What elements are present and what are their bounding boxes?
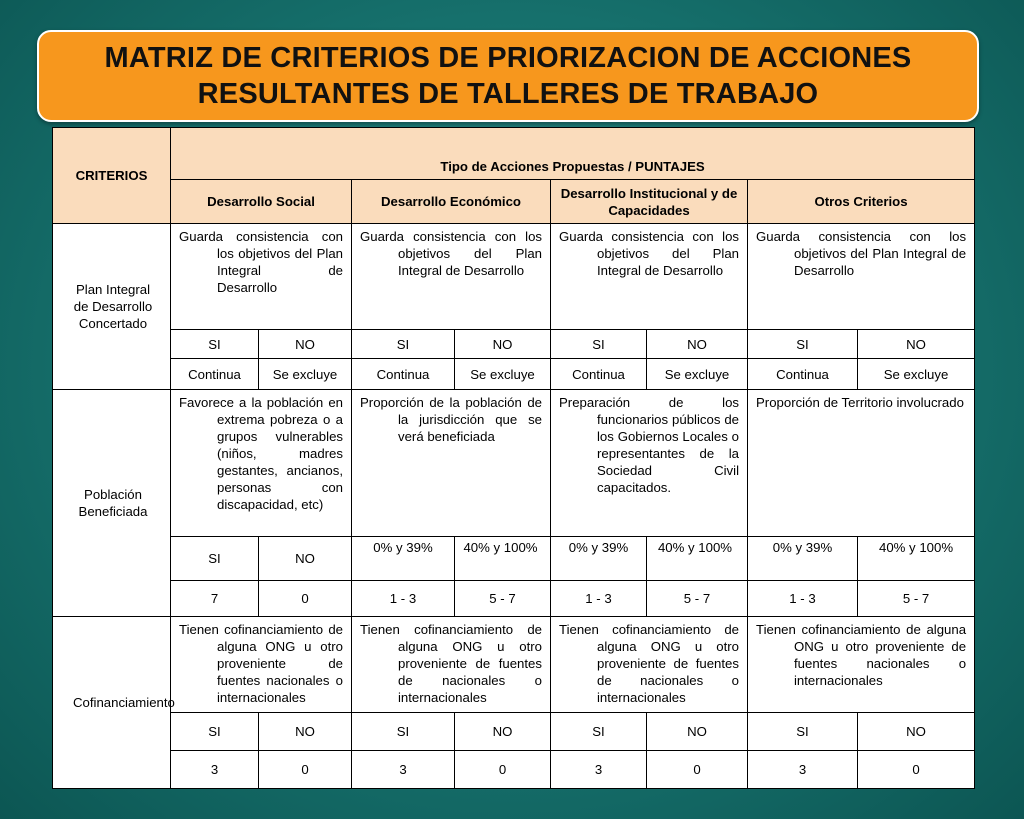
cofin-desc-social-text: Tienen cofinanciamiento de alguna ONG u otro proveniente de fuentes nacionales o internacionales — [179, 622, 343, 705]
cofin-score-si-otros: 3 — [748, 751, 858, 789]
plan-description-row — [53, 224, 975, 330]
cofin-no-otros: NO — [858, 713, 975, 751]
poblacion-no-social: NO — [259, 537, 352, 581]
cofin-desc-institucional — [551, 617, 748, 713]
poblacion-range-low-economico: 0% y 39% — [352, 537, 455, 581]
poblacion-range-low-institucional: 0% y 39% — [551, 537, 647, 581]
plan-desc-institucional-text: Guarda consistencia con los objetivos del Plan Integral de Desarrollo — [559, 229, 739, 278]
criterion-cofinanciamiento-label: Cofinanciamiento — [73, 695, 175, 710]
criterion-poblacion — [53, 390, 171, 617]
plan-desc-institucional — [551, 224, 748, 330]
poblacion-desc-institucional — [551, 390, 748, 537]
cofin-si-no-row — [53, 713, 975, 751]
plan-desc-otros — [748, 224, 975, 330]
poblacion-range-high-otros: 40% y 100% — [858, 537, 975, 581]
plan-no-otros: NO — [858, 330, 975, 359]
cofin-score-no-institucional: 0 — [647, 751, 748, 789]
poblacion-description-row — [53, 390, 975, 537]
cofin-desc-economico — [352, 617, 551, 713]
cofin-score-no-otros: 0 — [858, 751, 975, 789]
cofin-si-institucional: SI — [551, 713, 647, 751]
plan-si-no-row — [53, 330, 975, 359]
plan-desc-economico — [352, 224, 551, 330]
poblacion-range-low-otros: 0% y 39% — [748, 537, 858, 581]
header-row-2 — [53, 180, 975, 224]
poblacion-desc-economico — [352, 390, 551, 537]
title-line-2: RESULTANTES DE TALLERES DE TRABAJO — [197, 78, 819, 110]
criteria-matrix-table — [52, 127, 975, 789]
poblacion-range-row — [53, 537, 975, 581]
poblacion-range-high-economico — [455, 537, 551, 581]
header-otros-criterios: Otros Criterios — [748, 180, 975, 224]
plan-desc-social-text: Guarda consistencia con los objetivos del Plan Integral de Desarrollo — [179, 229, 343, 295]
poblacion-score-high-otros: 5 - 7 — [858, 581, 975, 617]
poblacion-range-high-economico-text: 40% y 100% — [463, 540, 538, 555]
header-tipo-acciones: Tipo de Acciones Propuestas / PUNTAJES — [171, 128, 975, 180]
cofin-si-economico: SI — [352, 713, 455, 751]
cofin-desc-otros-text: Tienen cofinanciamiento de alguna ONG u otro proveniente de fuentes nacionales o internacionales — [756, 622, 967, 688]
criterion-plan-integral — [53, 224, 171, 390]
plan-excluye-otros: Se excluye — [858, 359, 975, 390]
poblacion-score-low-economico: 1 - 3 — [352, 581, 455, 617]
poblacion-score-high-economico: 5 - 7 — [455, 581, 551, 617]
poblacion-score-high-institucional: 5 - 7 — [647, 581, 748, 617]
poblacion-si-social: SI — [171, 537, 259, 581]
cofin-si-social: SI — [171, 713, 259, 751]
plan-si-social: SI — [171, 330, 259, 359]
poblacion-score-low-otros: 1 - 3 — [748, 581, 858, 617]
cofin-no-institucional: NO — [647, 713, 748, 751]
poblacion-score-low-institucional: 1 - 3 — [551, 581, 647, 617]
cofin-no-social: NO — [259, 713, 352, 751]
plan-no-economico: NO — [455, 330, 551, 359]
header-criterios: CRITERIOS — [53, 128, 171, 224]
cofin-description-row — [53, 617, 975, 713]
criterion-plan-integral-label: Plan Integral de Desarrollo Concertado — [73, 282, 153, 331]
poblacion-desc-otros — [748, 390, 975, 537]
poblacion-range-high-institucional — [647, 537, 748, 581]
poblacion-score-si-social: 7 — [171, 581, 259, 617]
cofin-score-no-social: 0 — [259, 751, 352, 789]
plan-si-economico: SI — [352, 330, 455, 359]
cofin-score-si-economico: 3 — [352, 751, 455, 789]
plan-si-otros: SI — [748, 330, 858, 359]
poblacion-score-no-social: 0 — [259, 581, 352, 617]
plan-desc-economico-text: Guarda consistencia con los objetivos del Plan Integral de Desarrollo — [360, 229, 542, 278]
poblacion-desc-institucional-text: Preparación de los funcionarios públicos de los Gobiernos Locales o representantes de la Sociedad Civil capacitados. — [559, 395, 739, 495]
poblacion-desc-economico-text: Proporción de la población de la jurisdicción que se verá beneficiada — [360, 395, 542, 444]
poblacion-score-row — [53, 581, 975, 617]
header-desarrollo-social: Desarrollo Social — [171, 180, 352, 224]
cofin-no-economico: NO — [455, 713, 551, 751]
cofin-si-otros: SI — [748, 713, 858, 751]
header-row-1 — [53, 128, 975, 180]
cofin-desc-social — [171, 617, 352, 713]
page-title — [105, 40, 912, 112]
cofin-desc-institucional-text: Tienen cofinanciamiento de alguna ONG u otro proveniente de fuentes de nacionales o internacionales — [559, 622, 739, 705]
plan-desc-otros-text: Guarda consistencia con los objetivos del Plan Integral de Desarrollo — [756, 229, 967, 278]
plan-excluye-social: Se excluye — [259, 359, 352, 390]
cofin-score-si-institucional: 3 — [551, 751, 647, 789]
criterion-poblacion-label: Población Beneficiada — [78, 487, 148, 519]
poblacion-desc-otros-text: Proporción de Territorio involucrado — [756, 395, 964, 410]
cofin-score-row — [53, 751, 975, 789]
cofin-score-si-social: 3 — [171, 751, 259, 789]
title-line-1: MATRIZ DE CRITERIOS DE PRIORIZACION DE ACCIONES — [104, 42, 912, 74]
plan-no-social: NO — [259, 330, 352, 359]
plan-continua-economico: Continua — [352, 359, 455, 390]
plan-no-institucional: NO — [647, 330, 748, 359]
header-desarrollo-economico: Desarrollo Económico — [352, 180, 551, 224]
poblacion-range-high-institucional-text: 40% y 100% — [657, 540, 733, 555]
plan-desc-social — [171, 224, 352, 330]
cofin-desc-otros — [748, 617, 975, 713]
cofin-desc-economico-text: Tienen cofinanciamiento de alguna ONG u otro proveniente de fuentes de nacionales o internacionales — [360, 622, 542, 705]
plan-continua-institucional: Continua — [551, 359, 647, 390]
plan-excluye-economico: Se excluye — [455, 359, 551, 390]
header-desarrollo-institucional: Desarrollo Institucional y de Capacidades — [551, 180, 748, 224]
plan-si-institucional: SI — [551, 330, 647, 359]
plan-excluye-institucional: Se excluye — [647, 359, 748, 390]
plan-result-row — [53, 359, 975, 390]
poblacion-desc-social — [171, 390, 352, 537]
plan-continua-social: Continua — [171, 359, 259, 390]
criterion-cofinanciamiento — [53, 617, 175, 789]
title-banner — [37, 30, 979, 122]
plan-continua-otros: Continua — [748, 359, 858, 390]
poblacion-desc-social-text: Favorece a la población en extrema pobreza o a grupos vulnerables (niños, madres gestantes, ancianos, personas con discapacidad, etc) — [179, 395, 343, 512]
cofin-score-no-economico: 0 — [455, 751, 551, 789]
